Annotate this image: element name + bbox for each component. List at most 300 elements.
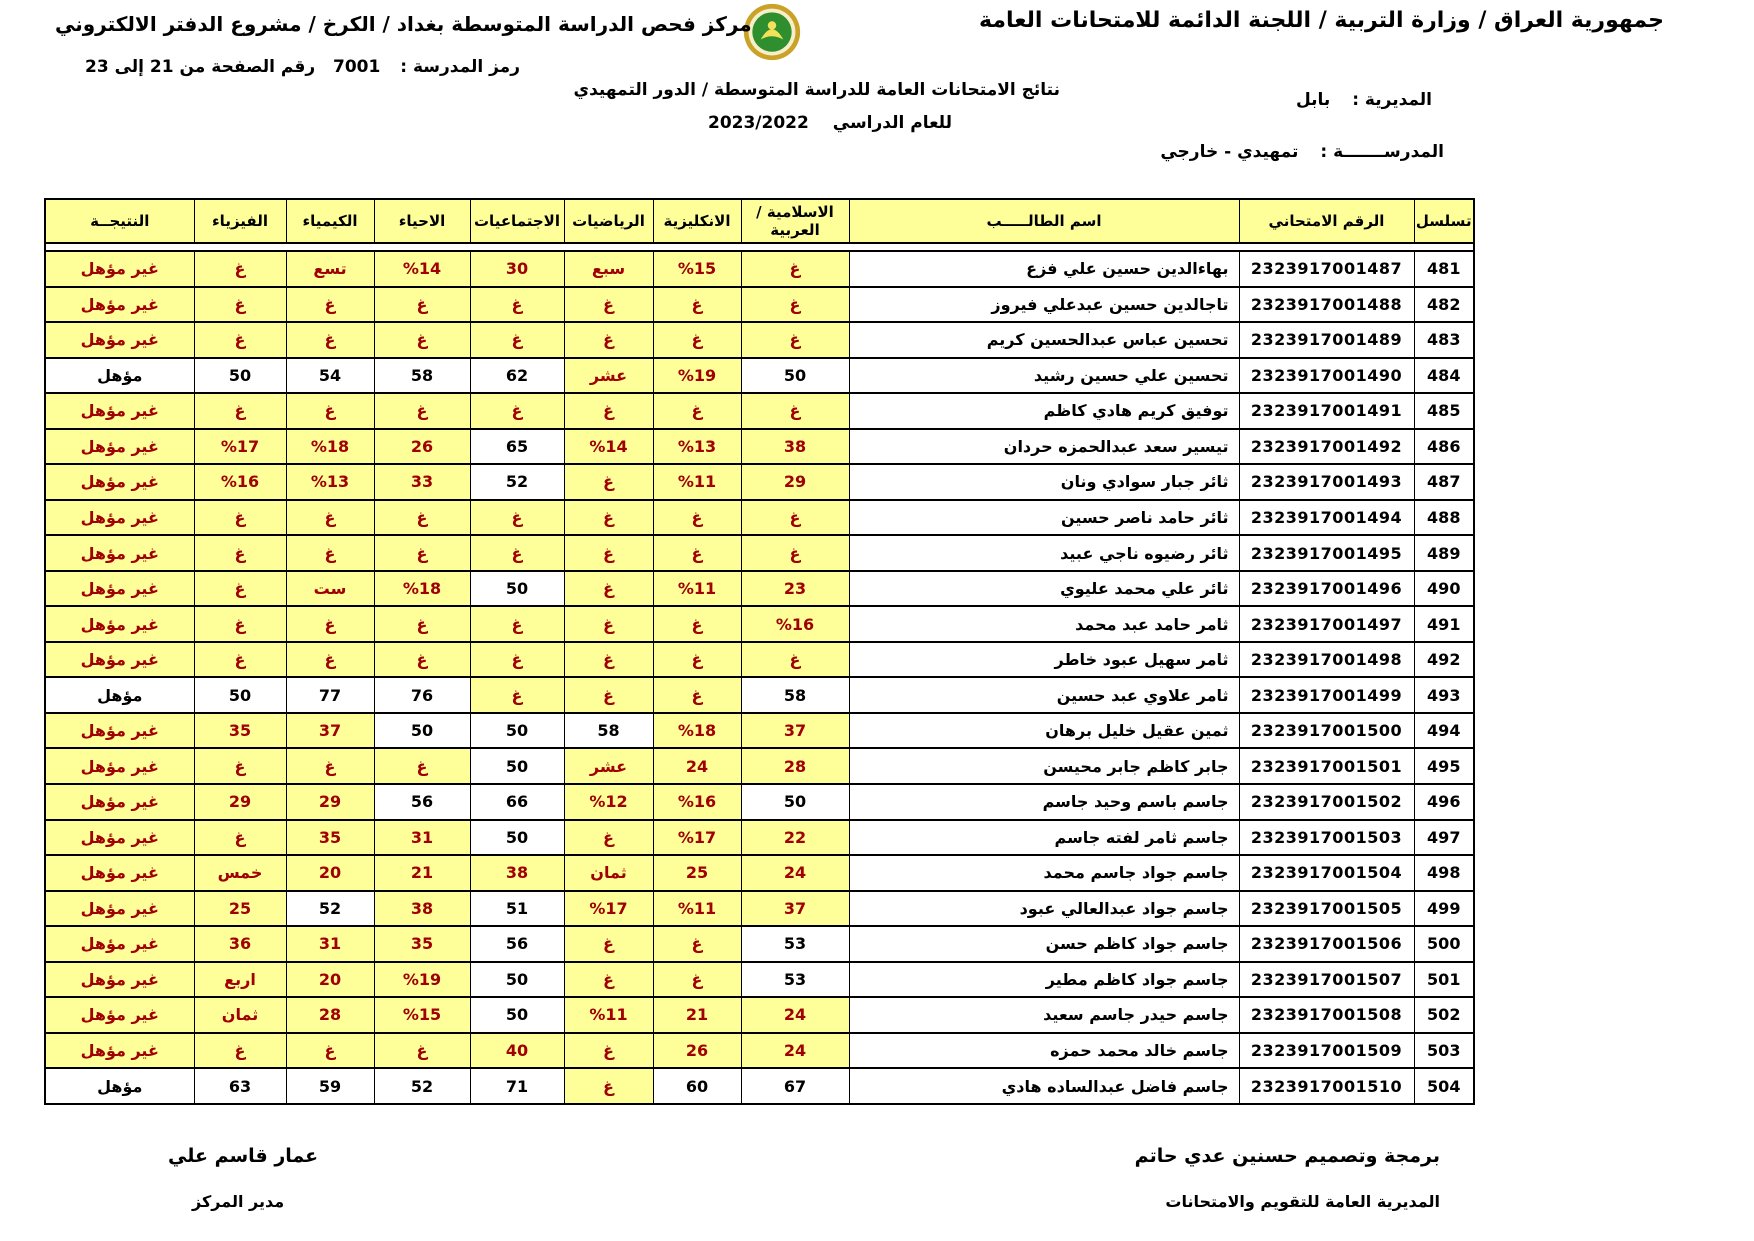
score-cell-physics: غ (194, 287, 286, 323)
table-row (45, 322, 1474, 358)
student-name-cell: بهاءالدين حسين علي فزع (849, 251, 1239, 287)
table-row (45, 784, 1474, 820)
manager-title: مدير المركز (192, 1192, 285, 1211)
table-row (45, 429, 1474, 465)
table-row (45, 677, 1474, 713)
exam-number-cell: 2323917001508 (1239, 997, 1414, 1033)
results-table (44, 198, 1475, 1105)
result-cell: غير مؤهل (45, 393, 194, 429)
score-cell-physics: غ (194, 251, 286, 287)
score-cell-chemistry: 52 (286, 891, 374, 927)
score-cell-chemistry: 37 (286, 713, 374, 749)
academic-year-line (700, 113, 960, 133)
score-cell-english: 21 (653, 997, 741, 1033)
score-cell-biology: غ (374, 287, 470, 323)
score-cell-chemistry: غ (286, 500, 374, 536)
score-cell-islamic-arabic: 24 (741, 997, 849, 1033)
score-cell-physics: غ (194, 1033, 286, 1069)
score-cell-social-studies: غ (470, 535, 564, 571)
col-header-result: النتيجــة (45, 199, 194, 243)
score-cell-english: %11 (653, 571, 741, 607)
score-cell-biology: غ (374, 1033, 470, 1069)
exam-number-cell: 2323917001507 (1239, 962, 1414, 998)
committee-title: جمهورية العراق / وزارة التربية / اللجنة الدائمة للامتحانات العامة (978, 8, 1664, 33)
score-cell-english: غ (653, 642, 741, 678)
score-cell-biology: 38 (374, 891, 470, 927)
table-row (45, 251, 1474, 287)
table-row (45, 926, 1474, 962)
student-name-cell: ثائر علي محمد عليوي (849, 571, 1239, 607)
student-name-cell: تيسير سعد عبدالحمزه حردان (849, 429, 1239, 465)
exam-number-cell: 2323917001494 (1239, 500, 1414, 536)
result-cell: غير مؤهل (45, 287, 194, 323)
score-cell-physics: %16 (194, 464, 286, 500)
score-cell-math: غ (564, 962, 653, 998)
serial-cell: 496 (1414, 784, 1474, 820)
exam-center-title: مركز فحص الدراسة المتوسطة بغداد / الكرخ / مشروع الدفتر الالكتروني (55, 12, 752, 36)
score-cell-math: غ (564, 500, 653, 536)
score-cell-social-studies: 65 (470, 429, 564, 465)
col-header-chemistry: الكيمياء (286, 199, 374, 243)
serial-cell: 492 (1414, 642, 1474, 678)
exam-number-cell: 2323917001503 (1239, 820, 1414, 856)
score-cell-chemistry: 35 (286, 820, 374, 856)
score-cell-biology: 58 (374, 358, 470, 394)
score-cell-physics: ثمان (194, 997, 286, 1033)
student-name-cell: ثامر سهيل عبود خاطر (849, 642, 1239, 678)
score-cell-biology: %18 (374, 571, 470, 607)
score-cell-physics: 35 (194, 713, 286, 749)
score-cell-chemistry: 59 (286, 1068, 374, 1104)
score-cell-math: سبع (564, 251, 653, 287)
student-name-cell: جاسم باسم وحيد جاسم (849, 784, 1239, 820)
score-cell-islamic-arabic: غ (741, 287, 849, 323)
exam-number-cell: 2323917001502 (1239, 784, 1414, 820)
score-cell-english: %16 (653, 784, 741, 820)
serial-cell: 497 (1414, 820, 1474, 856)
score-cell-english: %13 (653, 429, 741, 465)
score-cell-islamic-arabic: 37 (741, 891, 849, 927)
exam-number-cell: 2323917001505 (1239, 891, 1414, 927)
score-cell-chemistry: غ (286, 642, 374, 678)
col-header-islamic-arabic: الاسلامية / العربية (741, 199, 849, 243)
score-cell-biology: %15 (374, 997, 470, 1033)
exam-number-cell: 2323917001509 (1239, 1033, 1414, 1069)
score-cell-physics: غ (194, 535, 286, 571)
score-cell-math: غ (564, 322, 653, 358)
score-cell-math: عشر (564, 358, 653, 394)
serial-cell: 487 (1414, 464, 1474, 500)
score-cell-physics: 25 (194, 891, 286, 927)
exam-number-cell: 2323917001495 (1239, 535, 1414, 571)
score-cell-math: غ (564, 571, 653, 607)
score-cell-math: %17 (564, 891, 653, 927)
exam-number-cell: 2323917001496 (1239, 571, 1414, 607)
score-cell-islamic-arabic: غ (741, 322, 849, 358)
score-cell-biology: 76 (374, 677, 470, 713)
score-cell-physics: %17 (194, 429, 286, 465)
score-cell-biology: غ (374, 500, 470, 536)
student-name-cell: جاسم جواد عبدالعالي عبود (849, 891, 1239, 927)
score-cell-islamic-arabic: غ (741, 642, 849, 678)
score-cell-chemistry: غ (286, 1033, 374, 1069)
serial-cell: 484 (1414, 358, 1474, 394)
score-cell-islamic-arabic: 24 (741, 1033, 849, 1069)
result-cell: غير مؤهل (45, 251, 194, 287)
page-range: رقم الصفحة من 21 إلى 23 (85, 57, 316, 77)
score-cell-islamic-arabic: 22 (741, 820, 849, 856)
col-header-social-studies: الاجتماعيات (470, 199, 564, 243)
serial-cell: 494 (1414, 713, 1474, 749)
school-line (1160, 142, 1444, 162)
score-cell-math: %12 (564, 784, 653, 820)
score-cell-biology: غ (374, 606, 470, 642)
table-row (45, 962, 1474, 998)
exam-number-cell: 2323917001490 (1239, 358, 1414, 394)
score-cell-chemistry: 28 (286, 997, 374, 1033)
score-cell-biology: 33 (374, 464, 470, 500)
score-cell-biology: 56 (374, 784, 470, 820)
student-name-cell: تحسين عباس عبدالحسين كريم (849, 322, 1239, 358)
result-cell: مؤهل (45, 1068, 194, 1104)
exam-number-cell: 2323917001499 (1239, 677, 1414, 713)
score-cell-english: %17 (653, 820, 741, 856)
exam-number-cell: 2323917001504 (1239, 855, 1414, 891)
manager-name: عمار قاسم علي (168, 1145, 319, 1167)
col-header-serial: تسلسل (1414, 199, 1474, 243)
serial-cell: 501 (1414, 962, 1474, 998)
score-cell-social-studies: 30 (470, 251, 564, 287)
score-cell-biology: غ (374, 748, 470, 784)
programming-credit: برمجة وتصميم حسنين عدي حاتم (1134, 1145, 1440, 1167)
score-cell-physics: غ (194, 748, 286, 784)
score-cell-biology: 21 (374, 855, 470, 891)
score-cell-english: 25 (653, 855, 741, 891)
score-cell-biology: 50 (374, 713, 470, 749)
score-cell-chemistry: تسع (286, 251, 374, 287)
score-cell-social-studies: 66 (470, 784, 564, 820)
table-row (45, 464, 1474, 500)
directorate-value: بابل (1295, 90, 1331, 110)
score-cell-islamic-arabic: 67 (741, 1068, 849, 1104)
score-cell-social-studies: 50 (470, 820, 564, 856)
table-row (45, 1033, 1474, 1069)
score-cell-chemistry: 20 (286, 855, 374, 891)
result-cell: غير مؤهل (45, 855, 194, 891)
result-cell: غير مؤهل (45, 535, 194, 571)
score-cell-chemistry: 77 (286, 677, 374, 713)
score-cell-math: عشر (564, 748, 653, 784)
school-code-value: 7001 (332, 57, 381, 77)
score-cell-islamic-arabic: غ (741, 535, 849, 571)
score-cell-physics: غ (194, 500, 286, 536)
header-gap (45, 243, 1474, 251)
score-cell-islamic-arabic: غ (741, 393, 849, 429)
score-cell-social-studies: 71 (470, 1068, 564, 1104)
serial-cell: 488 (1414, 500, 1474, 536)
table-row (45, 642, 1474, 678)
score-cell-physics: 50 (194, 677, 286, 713)
serial-cell: 491 (1414, 606, 1474, 642)
score-cell-english: غ (653, 962, 741, 998)
score-cell-biology: غ (374, 322, 470, 358)
score-cell-english: 24 (653, 748, 741, 784)
result-cell: غير مؤهل (45, 1033, 194, 1069)
exam-number-cell: 2323917001498 (1239, 642, 1414, 678)
score-cell-english: غ (653, 535, 741, 571)
score-cell-math: %11 (564, 997, 653, 1033)
school-label: المدرســـــــة : (1320, 142, 1444, 162)
score-cell-social-studies: غ (470, 500, 564, 536)
table-row (45, 500, 1474, 536)
score-cell-social-studies: غ (470, 642, 564, 678)
serial-cell: 481 (1414, 251, 1474, 287)
score-cell-math: غ (564, 1068, 653, 1104)
score-cell-islamic-arabic: 23 (741, 571, 849, 607)
score-cell-english: غ (653, 677, 741, 713)
academic-year-label: للعام الدراسي (832, 113, 952, 133)
score-cell-physics: 36 (194, 926, 286, 962)
result-cell: غير مؤهل (45, 784, 194, 820)
score-cell-english: %15 (653, 251, 741, 287)
score-cell-islamic-arabic: 38 (741, 429, 849, 465)
score-cell-chemistry: %18 (286, 429, 374, 465)
evaluation-directorate: المديرية العامة للتقويم والامتحانات (1165, 1192, 1440, 1211)
score-cell-islamic-arabic: %16 (741, 606, 849, 642)
student-name-cell: ثامر حامد عبد محمد (849, 606, 1239, 642)
col-header-biology: الاحياء (374, 199, 470, 243)
exam-number-cell: 2323917001493 (1239, 464, 1414, 500)
score-cell-math: 58 (564, 713, 653, 749)
table-row (45, 748, 1474, 784)
table-row (45, 287, 1474, 323)
exam-number-cell: 2323917001492 (1239, 429, 1414, 465)
student-name-cell: جاسم فاضل عبدالساده هادي (849, 1068, 1239, 1104)
score-cell-english: %11 (653, 891, 741, 927)
score-cell-social-studies: 50 (470, 748, 564, 784)
student-name-cell: ثمين عقيل خليل برهان (849, 713, 1239, 749)
col-header-exam-number: الرقم الامتحاني (1239, 199, 1414, 243)
score-cell-english: غ (653, 393, 741, 429)
score-cell-islamic-arabic: 37 (741, 713, 849, 749)
score-cell-biology: 26 (374, 429, 470, 465)
score-cell-math: غ (564, 393, 653, 429)
serial-cell: 485 (1414, 393, 1474, 429)
score-cell-social-studies: 51 (470, 891, 564, 927)
score-cell-physics: غ (194, 642, 286, 678)
result-cell: غير مؤهل (45, 464, 194, 500)
student-name-cell: تاجالدين حسين عبدعلي فيروز (849, 287, 1239, 323)
exam-number-cell: 2323917001506 (1239, 926, 1414, 962)
score-cell-english: %19 (653, 358, 741, 394)
result-cell: غير مؤهل (45, 926, 194, 962)
score-cell-islamic-arabic: 53 (741, 926, 849, 962)
result-cell: غير مؤهل (45, 322, 194, 358)
exam-number-cell: 2323917001489 (1239, 322, 1414, 358)
student-name-cell: جاسم ثامر لفته جاسم (849, 820, 1239, 856)
student-name-cell: ثائر حامد ناصر حسين (849, 500, 1239, 536)
student-name-cell: جابر كاظم جابر محيسن (849, 748, 1239, 784)
score-cell-chemistry: غ (286, 287, 374, 323)
result-cell: غير مؤهل (45, 642, 194, 678)
table-row (45, 393, 1474, 429)
score-cell-math: غ (564, 820, 653, 856)
score-cell-physics: 29 (194, 784, 286, 820)
score-cell-physics: غ (194, 820, 286, 856)
score-cell-biology: 52 (374, 1068, 470, 1104)
result-cell: غير مؤهل (45, 713, 194, 749)
score-cell-social-studies: 56 (470, 926, 564, 962)
score-cell-english: %11 (653, 464, 741, 500)
score-cell-math: غ (564, 535, 653, 571)
results-tbody (45, 251, 1474, 1104)
score-cell-math: غ (564, 287, 653, 323)
score-cell-biology: %14 (374, 251, 470, 287)
result-cell: غير مؤهل (45, 820, 194, 856)
serial-cell: 482 (1414, 287, 1474, 323)
score-cell-chemistry: غ (286, 322, 374, 358)
serial-cell: 499 (1414, 891, 1474, 927)
score-cell-english: 26 (653, 1033, 741, 1069)
score-cell-chemistry: ست (286, 571, 374, 607)
score-cell-chemistry: 29 (286, 784, 374, 820)
score-cell-islamic-arabic: 53 (741, 962, 849, 998)
score-cell-chemistry: %13 (286, 464, 374, 500)
score-cell-islamic-arabic: 28 (741, 748, 849, 784)
score-cell-physics: غ (194, 571, 286, 607)
score-cell-math: غ (564, 642, 653, 678)
directorate-label: المديرية : (1352, 90, 1432, 110)
score-cell-social-studies: غ (470, 287, 564, 323)
score-cell-social-studies: 50 (470, 962, 564, 998)
score-cell-biology: %19 (374, 962, 470, 998)
table-header-row (45, 199, 1474, 243)
table-row (45, 1068, 1474, 1104)
result-cell: غير مؤهل (45, 891, 194, 927)
score-cell-biology: غ (374, 642, 470, 678)
col-header-student-name: اسم الطالـــــب (849, 199, 1239, 243)
serial-cell: 498 (1414, 855, 1474, 891)
score-cell-islamic-arabic: غ (741, 251, 849, 287)
student-name-cell: تحسين علي حسين رشيد (849, 358, 1239, 394)
score-cell-physics: 50 (194, 358, 286, 394)
school-value: تمهيدي - خارجي (1160, 142, 1299, 162)
result-cell: غير مؤهل (45, 606, 194, 642)
score-cell-social-studies: 50 (470, 997, 564, 1033)
score-cell-social-studies: 62 (470, 358, 564, 394)
score-cell-social-studies: 50 (470, 713, 564, 749)
score-cell-math: غ (564, 677, 653, 713)
score-cell-math: ثمان (564, 855, 653, 891)
score-cell-physics: 63 (194, 1068, 286, 1104)
score-cell-chemistry: 54 (286, 358, 374, 394)
result-cell: غير مؤهل (45, 571, 194, 607)
score-cell-islamic-arabic: غ (741, 500, 849, 536)
table-row (45, 891, 1474, 927)
student-name-cell: ثائر جبار سوادي ونان (849, 464, 1239, 500)
serial-cell: 495 (1414, 748, 1474, 784)
score-cell-english: غ (653, 287, 741, 323)
score-cell-social-studies: 38 (470, 855, 564, 891)
directorate-line (1296, 90, 1432, 110)
serial-cell: 489 (1414, 535, 1474, 571)
exam-number-cell: 2323917001501 (1239, 748, 1414, 784)
score-cell-chemistry: غ (286, 748, 374, 784)
score-cell-social-studies: غ (470, 393, 564, 429)
score-cell-english: %18 (653, 713, 741, 749)
result-cell: غير مؤهل (45, 748, 194, 784)
score-cell-chemistry: غ (286, 393, 374, 429)
student-name-cell: ثائر رضيوه ناجي عبيد (849, 535, 1239, 571)
academic-year-value: 2023/2022 (707, 113, 809, 133)
exam-number-cell: 2323917001497 (1239, 606, 1414, 642)
table-row (45, 358, 1474, 394)
exam-number-cell: 2323917001510 (1239, 1068, 1414, 1104)
score-cell-english: 60 (653, 1068, 741, 1104)
score-cell-english: غ (653, 606, 741, 642)
score-cell-chemistry: 20 (286, 962, 374, 998)
score-cell-english: غ (653, 322, 741, 358)
exam-number-cell: 2323917001487 (1239, 251, 1414, 287)
serial-cell: 483 (1414, 322, 1474, 358)
score-cell-biology: 35 (374, 926, 470, 962)
score-cell-physics: غ (194, 322, 286, 358)
student-name-cell: جاسم خالد محمد حمزه (849, 1033, 1239, 1069)
table-row (45, 997, 1474, 1033)
result-cell: مؤهل (45, 358, 194, 394)
serial-cell: 493 (1414, 677, 1474, 713)
score-cell-social-studies: غ (470, 606, 564, 642)
score-cell-english: غ (653, 926, 741, 962)
student-name-cell: ثامر علاوي عبد حسين (849, 677, 1239, 713)
score-cell-math: غ (564, 464, 653, 500)
score-cell-math: غ (564, 926, 653, 962)
table-row (45, 855, 1474, 891)
score-cell-islamic-arabic: 58 (741, 677, 849, 713)
serial-cell: 486 (1414, 429, 1474, 465)
student-name-cell: جاسم جواد جاسم محمد (849, 855, 1239, 891)
result-cell: غير مؤهل (45, 962, 194, 998)
score-cell-math: %14 (564, 429, 653, 465)
score-cell-physics: خمس (194, 855, 286, 891)
score-cell-social-studies: غ (470, 677, 564, 713)
student-name-cell: جاسم حيدر جاسم سعيد (849, 997, 1239, 1033)
col-header-english: الانكليزية (653, 199, 741, 243)
score-cell-social-studies: غ (470, 322, 564, 358)
table-row (45, 820, 1474, 856)
score-cell-physics: اربع (194, 962, 286, 998)
score-cell-chemistry: غ (286, 535, 374, 571)
score-cell-biology: غ (374, 535, 470, 571)
score-cell-islamic-arabic: 50 (741, 358, 849, 394)
score-cell-math: غ (564, 1033, 653, 1069)
student-name-cell: جاسم جواد كاظم حسن (849, 926, 1239, 962)
serial-cell: 500 (1414, 926, 1474, 962)
result-cell: مؤهل (45, 677, 194, 713)
score-cell-chemistry: غ (286, 606, 374, 642)
score-cell-math: غ (564, 606, 653, 642)
table-row (45, 606, 1474, 642)
col-header-math: الرياضيات (564, 199, 653, 243)
exam-number-cell: 2323917001491 (1239, 393, 1414, 429)
student-name-cell: جاسم جواد كاظم مطير (849, 962, 1239, 998)
score-cell-islamic-arabic: 24 (741, 855, 849, 891)
exam-number-cell: 2323917001488 (1239, 287, 1414, 323)
serial-cell: 504 (1414, 1068, 1474, 1104)
score-cell-biology: غ (374, 393, 470, 429)
score-cell-islamic-arabic: 29 (741, 464, 849, 500)
table-row (45, 535, 1474, 571)
